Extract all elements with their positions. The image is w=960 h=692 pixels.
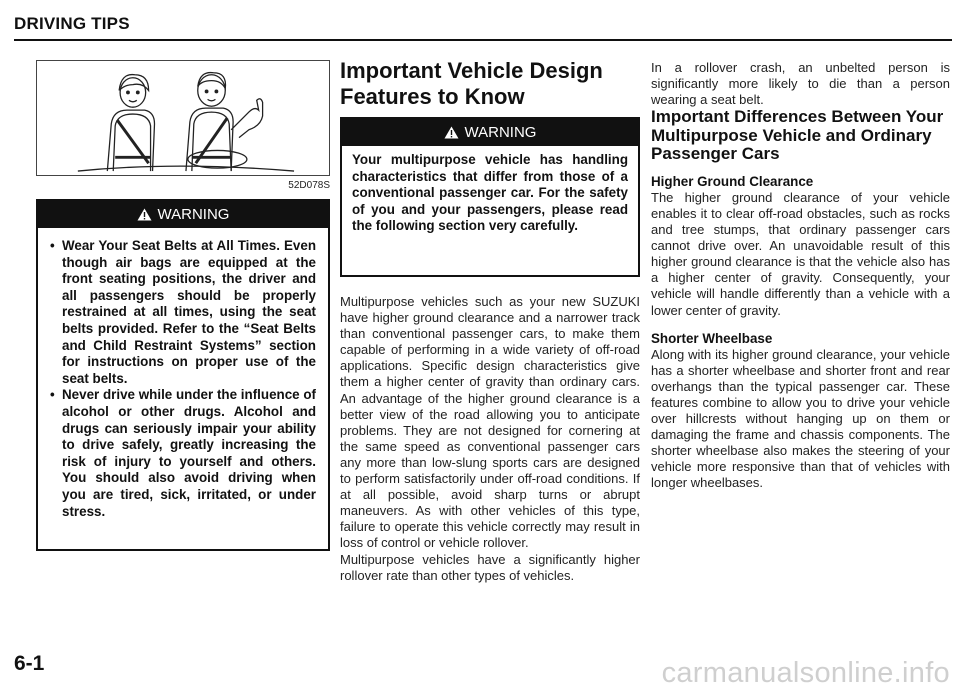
subheading-higher-ground-clearance: Higher Ground Clearance [651, 173, 814, 189]
occupants-wearing-seat-belts-illustration [37, 61, 329, 175]
warning-triangle-icon [444, 121, 459, 148]
paragraph-higher-ground-clearance: The higher ground clearance of your vehicle enables it to clear off-road obstacles, such as rocks and tree stumps, that ordinary passenger cars cannot drive over. An unavoidable result of this higher ground clearance is that the vehicle also has a higher center of gravity. Consequently, your vehicle will handle differently than a vehicle with a lower center of gravity. [651, 189, 950, 318]
section-heading-design-features: Important Vehicle Design Features to Know [340, 58, 603, 109]
right-column [651, 60, 950, 492]
figure-code: 52D078S [288, 180, 330, 191]
paragraph-rollover-crash: In a rollover crash, an unbelted person is significantly more likely to die than a person wearing a seat belt. [651, 60, 950, 108]
seat-belt-illustration [36, 60, 330, 176]
warning-header [342, 119, 638, 146]
page-number: 6-1 [14, 652, 45, 675]
warning-triangle-icon [137, 203, 152, 230]
paragraph-shorter-wheelbase: Along with its higher ground clearance, your vehicle has a shorter wheelbase and shorter front and rear overhangs than the typical passenger car. These features combine to allow you to drive your vehicle over hillcrests without hanging up on them or damaging the frame and chassis components. The shorter wheelbase also makes the steering of your vehicle more responsive than that of vehicles with longer wheelbases. [651, 346, 950, 491]
paragraph-rollover-rate: Multipurpose vehicles have a significantly higher rollover rate than other types of vehicles. [340, 551, 640, 583]
warning-item-seat-belts: • Wear Your Seat Belts at All Times. Even though air bags are equipped at the front seating positions, the driver and all passengers should be properly restrained at all times, using the seat belts provided. Refer to the “Seat Belts and Child Restraint Systems” section for instructions on proper use of the seat belts. [50, 238, 316, 387]
warning-label: WARNING [464, 124, 537, 141]
design-features-body [340, 294, 640, 584]
paragraph-ground-clearance: Multipurpose vehicles such as your new SUZUKI have higher ground clearance and a narrower track than conventional passenger cars, to make them capable of performing in a wide variety of off-road applications. Specific design characteristics give them a higher center of gravity than ordinary cars. An advantage of the higher ground clearance is a better view of the road allowing you to anticipate problems. They are not designed for cornering at the same speed as conventional passenger cars any more than low-slung sports cars are designed to perform satisfactorily under off-road conditions. If at all possible, avoid sharp turns or abrupt maneuvers. As with other vehicles of this type, failure to operate this vehicle correctly may result in loss of control or vehicle rollover. [340, 294, 640, 551]
warning-label: WARNING [157, 206, 230, 223]
subheading-shorter-wheelbase: Shorter Wheelbase [651, 330, 773, 346]
warning-box-seat-belts [36, 199, 330, 551]
warning-box-handling [340, 117, 640, 277]
warning-header [38, 201, 328, 228]
header-divider [14, 39, 952, 41]
warning-text-handling: Your multipurpose vehicle has handling characteristics that differ from those of a conventional passenger car. For the safety of you and your passengers, please read the following section very carefully. [352, 152, 628, 234]
section-heading-differences: Important Differences Between Your Multipurpose Vehicle and Ordinary Passenger Cars [651, 107, 944, 164]
warning-item-alcohol: • Never drive while under the influence of alcohol or other drugs. Alcohol and drugs can seriously impair your ability to drive safely, greatly increasing the risk of injury to yourself and others. You should also avoid driving when you are tired, sick, irritated, or under stress. [50, 387, 316, 520]
watermark: carmanualsonline.info [661, 657, 950, 689]
page-header-title: DRIVING TIPS [14, 14, 130, 33]
